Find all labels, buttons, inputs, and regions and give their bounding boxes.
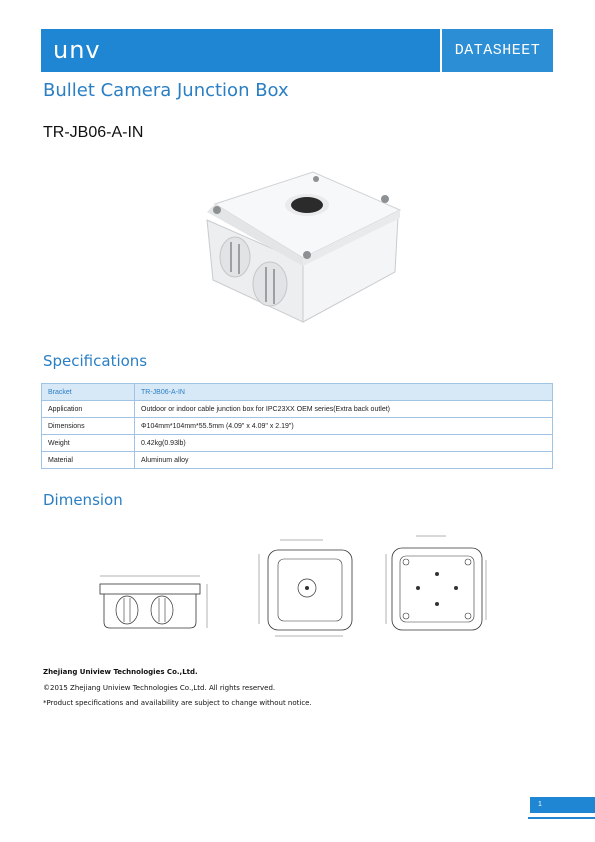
table-row [42,401,553,418]
table-cell: Material [42,452,135,469]
page-underline [528,817,595,819]
specifications-table [41,383,553,469]
copyright-text: ©2015 Zhejiang Uniview Technologies Co.,Ltd. All rights reserved. [43,684,276,692]
brand-logo: unv [53,36,101,64]
table-row [42,418,553,435]
page-number-bar [530,797,595,813]
table-cell: Weight [42,435,135,452]
table-cell: Φ104mm*104mm*55.5mm (4.09" x 4.09" x 2.19") [135,418,553,435]
header-bar [41,29,553,72]
table-cell: Bracket [42,384,135,401]
datasheet-badge: DATASHEET [440,29,553,72]
bottom-view-drawing [245,532,355,642]
table-cell: TR-JB06-A-IN [135,384,553,401]
table-cell: Dimensions [42,418,135,435]
top-view-drawing [376,530,491,640]
specifications-heading: Specifications [43,352,148,370]
table-cell: 0.42kg(0.93lb) [135,435,553,452]
model-number: TR-JB06-A-IN [43,124,144,141]
table-row [42,452,553,469]
table-cell: Aluminum alloy [135,452,553,469]
dimension-heading: Dimension [43,491,123,509]
side-view-drawing [92,570,222,640]
product-photo [195,162,410,332]
disclaimer-text: *Product specifications and availability are subject to change without notice. [43,699,312,707]
table-cell: Application [42,401,135,418]
table-cell: Outdoor or indoor cable junction box for IPC23XX OEM series(Extra back outlet) [135,401,553,418]
company-name: Zhejiang Uniview Technologies Co.,Ltd. [43,668,198,676]
table-header-row [42,384,553,401]
table-row [42,435,553,452]
page-title: Bullet Camera Junction Box [43,80,289,101]
page-number: 1 [538,801,542,808]
